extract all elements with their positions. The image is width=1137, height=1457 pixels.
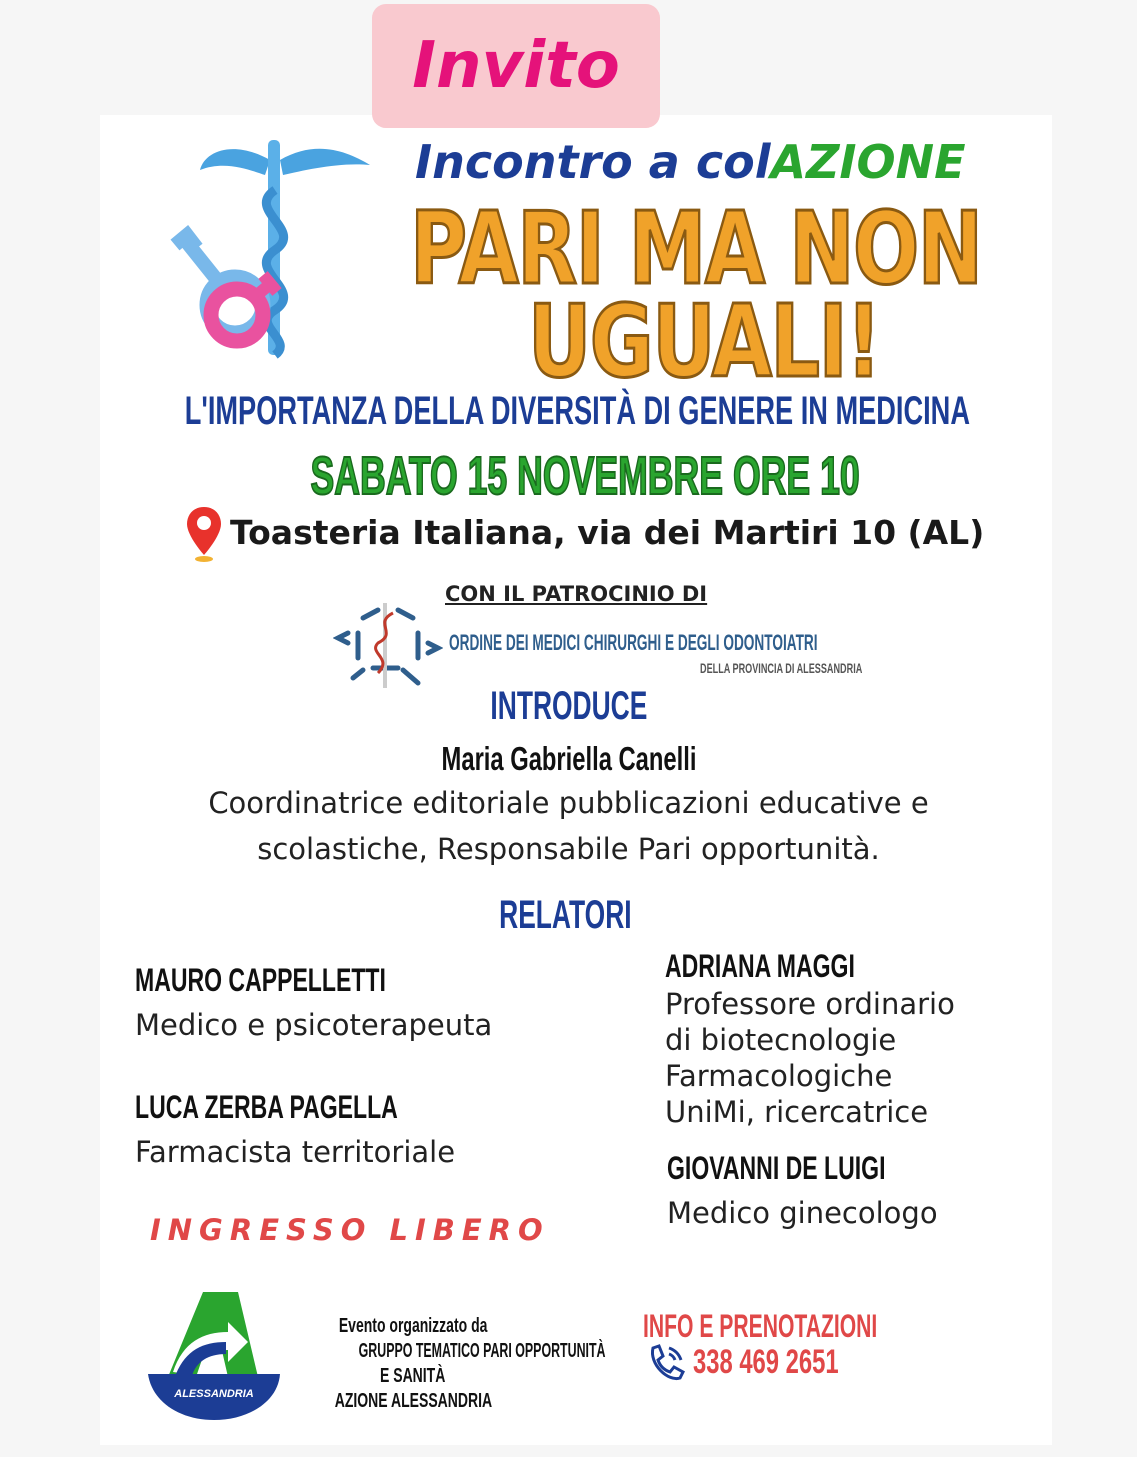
logo-text: ALESSANDRIA: [174, 1388, 254, 1400]
event-title-line1: PARI MA NON: [410, 190, 982, 307]
title-line2-wrap: [528, 283, 979, 400]
speaker-role: Farmacista territoriale: [135, 1135, 456, 1169]
speaker-role: Medico e psicoterapeuta: [135, 1008, 493, 1042]
speaker-name: MAURO CAPPELLETTI: [135, 962, 386, 998]
patronage-org-line2: DELLA PROVINCIA DI ALESSANDRIA: [700, 660, 863, 676]
event-tagline: L'IMPORTANZA DELLA DIVERSITÀ DI GENERE IN MEDICINA: [184, 389, 970, 433]
speaker-role: Farmacologiche: [665, 1059, 893, 1093]
contact-label: INFO E PRENOTAZIONI: [643, 1308, 878, 1344]
event-date: SABATO 15 NOVEMBRE ORE 10: [310, 446, 860, 506]
organizer-line: E SANITÀ: [380, 1365, 446, 1387]
location-pin-icon: [185, 505, 223, 563]
organizer-line: AZIONE ALESSANDRIA: [334, 1390, 492, 1412]
organizer-block: [283, 1315, 606, 1415]
phone-icon: [643, 1342, 687, 1384]
free-entry-label: INGRESSO LIBERO: [150, 1213, 550, 1247]
patronage-org-line1: ORDINE DEI MEDICI CHIRURGHI E DEGLI ODONTOIATRI: [449, 630, 818, 655]
speakers-heading: RELATORI: [498, 893, 632, 937]
event-location: Toasteria Italiana, via dei Martiri 10 (AL): [230, 513, 985, 552]
medical-order-logo-icon: [333, 598, 443, 690]
caduceus-gender-icon: [165, 130, 380, 365]
azione-alessandria-logo: [148, 1292, 280, 1422]
speaker-role: Professore ordinario: [665, 987, 955, 1021]
patronage-label: CON IL PATROCINIO DI: [445, 582, 708, 606]
speaker-role: Medico ginecologo: [667, 1196, 938, 1230]
contact-phone[interactable]: 338 469 2651: [693, 1343, 839, 1381]
introducer-role-line1: Coordinatrice editoriale pubblicazioni educative e: [208, 786, 929, 820]
introducer-name: Maria Gabriella Canelli: [441, 740, 696, 777]
event-subtitle: Incontro a colAZIONE: [415, 135, 966, 189]
introduce-heading: INTRODUCE: [490, 684, 647, 728]
invito-badge: Invito: [372, 4, 660, 128]
speaker-name: ADRIANA MAGGI: [665, 948, 855, 984]
speaker-role: UniMi, ricercatrice: [665, 1095, 929, 1129]
event-title-line2: UGUALI!: [528, 283, 881, 400]
organizer-line: Evento organizzato da: [338, 1315, 488, 1337]
speaker-name: GIOVANNI DE LUIGI: [667, 1150, 886, 1186]
introducer-role-line2: scolastiche, Responsabile Pari opportunità.: [257, 832, 880, 866]
speaker-name: LUCA ZERBA PAGELLA: [135, 1089, 398, 1125]
organizer-line: GRUPPO TEMATICO PARI OPPORTUNITÀ: [358, 1340, 606, 1362]
speaker-role: di biotecnologie: [665, 1023, 897, 1057]
